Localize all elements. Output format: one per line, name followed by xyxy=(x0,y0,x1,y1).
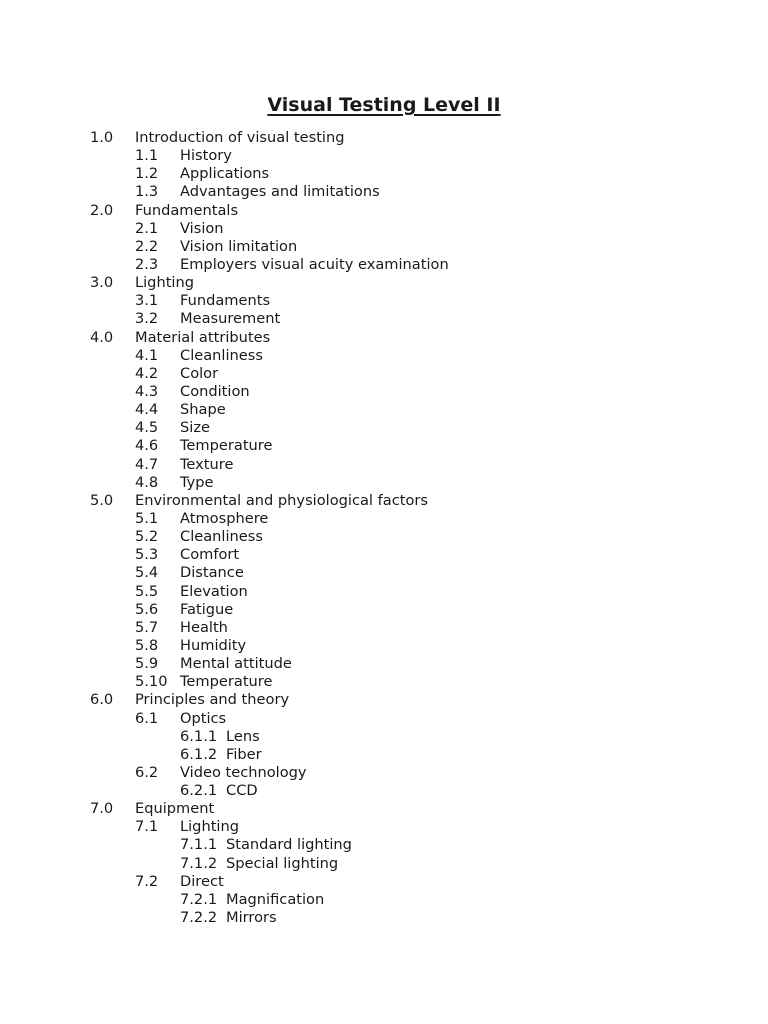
outline-item xyxy=(0,818,768,836)
outline-item-text: Cleanliness xyxy=(180,528,263,546)
outline-item-number: 5.6 xyxy=(135,600,159,618)
outline-item-number: 7.1.1 xyxy=(180,836,218,854)
outline-item-number: 3.2 xyxy=(135,310,159,328)
outline-item xyxy=(0,220,768,238)
outline-item xyxy=(0,474,768,492)
outline-item-text: Temperature xyxy=(180,437,273,455)
outline-item xyxy=(0,183,768,201)
outline-item xyxy=(0,655,768,673)
outline-item xyxy=(0,546,768,564)
outline-item xyxy=(0,274,768,292)
outline-item-text: Video technology xyxy=(180,763,307,781)
outline-item xyxy=(0,310,768,328)
outline-item-text: Texture xyxy=(180,455,234,473)
outline-item xyxy=(0,836,768,854)
outline-item-text: Distance xyxy=(180,564,244,582)
outline-item-text: Health xyxy=(180,618,228,636)
outline-item-number: 6.1.1 xyxy=(180,727,218,745)
outline-item-text: Comfort xyxy=(180,546,240,564)
outline-item xyxy=(0,746,768,764)
outline-item-number: 2.2 xyxy=(135,237,159,255)
outline-item-number: 1.2 xyxy=(135,165,159,183)
outline-item xyxy=(0,329,768,347)
outline-item xyxy=(0,383,768,401)
outline-item-number: 3.1 xyxy=(135,292,159,310)
outline-item xyxy=(0,419,768,437)
outline-item-number: 7.2.1 xyxy=(180,890,218,908)
outline-item-text: Mirrors xyxy=(226,909,277,927)
outline-item-number: 4.1 xyxy=(135,346,159,364)
outline-item xyxy=(0,782,768,800)
outline-item-text: Fiber xyxy=(226,745,262,763)
outline-item-number: 4.4 xyxy=(135,401,159,419)
outline-item xyxy=(0,583,768,601)
outline-item-number: 5.1 xyxy=(135,509,159,527)
outline-item xyxy=(0,492,768,510)
outline-list xyxy=(0,129,768,927)
outline-item-number: 4.0 xyxy=(90,328,114,346)
outline-item-number: 3.0 xyxy=(90,274,114,292)
outline-item xyxy=(0,764,768,782)
outline-item-text: Lens xyxy=(226,727,260,745)
outline-item xyxy=(0,401,768,419)
outline-item xyxy=(0,637,768,655)
outline-item xyxy=(0,365,768,383)
outline-item xyxy=(0,165,768,183)
outline-item xyxy=(0,347,768,365)
outline-item-number: 4.5 xyxy=(135,419,159,437)
outline-item-text: Advantages and limitations xyxy=(180,183,380,201)
outline-item-text: Lighting xyxy=(135,274,194,292)
outline-item-number: 5.2 xyxy=(135,528,159,546)
outline-item xyxy=(0,147,768,165)
outline-item-number: 4.6 xyxy=(135,437,159,455)
outline-item xyxy=(0,691,768,709)
outline-item-text: Mental attitude xyxy=(180,655,292,673)
outline-item-text: Special lighting xyxy=(226,854,339,872)
outline-item-number: 5.9 xyxy=(135,655,159,673)
outline-item-number: 6.0 xyxy=(90,691,114,709)
outline-item-number: 7.1.2 xyxy=(180,854,218,872)
outline-item-text: History xyxy=(180,147,232,165)
outline-item-text: Standard lighting xyxy=(226,836,352,854)
outline-item-text: Shape xyxy=(180,401,226,419)
outline-item-text: Vision xyxy=(180,219,224,237)
outline-item xyxy=(0,528,768,546)
outline-item-text: Condition xyxy=(180,382,250,400)
outline-item-text: Fatigue xyxy=(180,600,234,618)
outline-item xyxy=(0,873,768,891)
outline-item-number: 6.1.2 xyxy=(180,745,218,763)
outline-item-number: 5.3 xyxy=(135,546,159,564)
outline-item-number: 4.7 xyxy=(135,455,159,473)
outline-item-text: Equipment xyxy=(135,800,215,818)
outline-item-text: Temperature xyxy=(180,673,273,691)
outline-item xyxy=(0,564,768,582)
outline-item xyxy=(0,256,768,274)
outline-item-text: Applications xyxy=(180,165,270,183)
outline-item xyxy=(0,909,768,927)
outline-item-number: 7.0 xyxy=(90,800,114,818)
outline-item-text: Atmosphere xyxy=(180,509,269,527)
outline-item xyxy=(0,437,768,455)
outline-item-text: Employers visual acuity examination xyxy=(180,255,449,273)
outline-item-number: 2.3 xyxy=(135,255,159,273)
outline-item-text: Magnification xyxy=(226,890,325,908)
outline-item-number: 1.3 xyxy=(135,183,159,201)
document-title: Visual Testing Level II xyxy=(267,94,501,116)
outline-item-text: Fundaments xyxy=(180,292,271,310)
outline-item xyxy=(0,619,768,637)
outline-item-text: Size xyxy=(180,419,210,437)
outline-item xyxy=(0,601,768,619)
outline-item-number: 6.2.1 xyxy=(180,782,218,800)
outline-item-number: 5.7 xyxy=(135,618,159,636)
outline-item xyxy=(0,891,768,909)
outline-item-text: Lighting xyxy=(180,818,239,836)
outline-item xyxy=(0,673,768,691)
outline-item-number: 5.5 xyxy=(135,582,159,600)
outline-item-number: 4.8 xyxy=(135,473,159,491)
outline-item-text: CCD xyxy=(226,782,258,800)
outline-item-number: 5.8 xyxy=(135,636,159,654)
outline-item-text: Vision limitation xyxy=(180,237,298,255)
outline-item-number: 7.1 xyxy=(135,818,159,836)
outline-item-text: Color xyxy=(180,364,219,382)
outline-item-text: Principles and theory xyxy=(135,691,290,709)
outline-item xyxy=(0,129,768,147)
outline-item xyxy=(0,728,768,746)
outline-item xyxy=(0,292,768,310)
outline-item-number: 7.2 xyxy=(135,872,159,890)
outline-item xyxy=(0,238,768,256)
outline-item-number: 5.10 xyxy=(135,673,168,691)
outline-item-number: 7.2.2 xyxy=(180,909,218,927)
outline-item-text: Environmental and physiological factors xyxy=(135,491,428,509)
outline-item-text: Introduction of visual testing xyxy=(135,129,345,146)
outline-item-number: 1.0 xyxy=(90,129,114,146)
outline-item-text: Elevation xyxy=(180,582,248,600)
outline-item-number: 1.1 xyxy=(135,147,159,165)
outline-item-text: Humidity xyxy=(180,636,247,654)
outline-item-text: Material attributes xyxy=(135,328,271,346)
outline-item xyxy=(0,456,768,474)
outline-item-text: Direct xyxy=(180,872,224,890)
outline-item xyxy=(0,510,768,528)
outline-item xyxy=(0,855,768,873)
outline-item-number: 5.4 xyxy=(135,564,159,582)
outline-item xyxy=(0,710,768,728)
outline-item-text: Optics xyxy=(180,709,227,727)
outline-item-number: 4.2 xyxy=(135,364,159,382)
outline-item-number: 5.0 xyxy=(90,491,114,509)
outline-item-text: Cleanliness xyxy=(180,346,263,364)
outline-item-number: 6.1 xyxy=(135,709,159,727)
outline-item-text: Type xyxy=(180,473,214,491)
outline-item-number: 2.0 xyxy=(90,201,114,219)
outline-item xyxy=(0,202,768,220)
outline-item-text: Measurement xyxy=(180,310,281,328)
outline-item xyxy=(0,800,768,818)
outline-item-text: Fundamentals xyxy=(135,201,239,219)
outline-item-number: 4.3 xyxy=(135,382,159,400)
outline-item-number: 2.1 xyxy=(135,219,159,237)
outline-item-number: 6.2 xyxy=(135,763,159,781)
